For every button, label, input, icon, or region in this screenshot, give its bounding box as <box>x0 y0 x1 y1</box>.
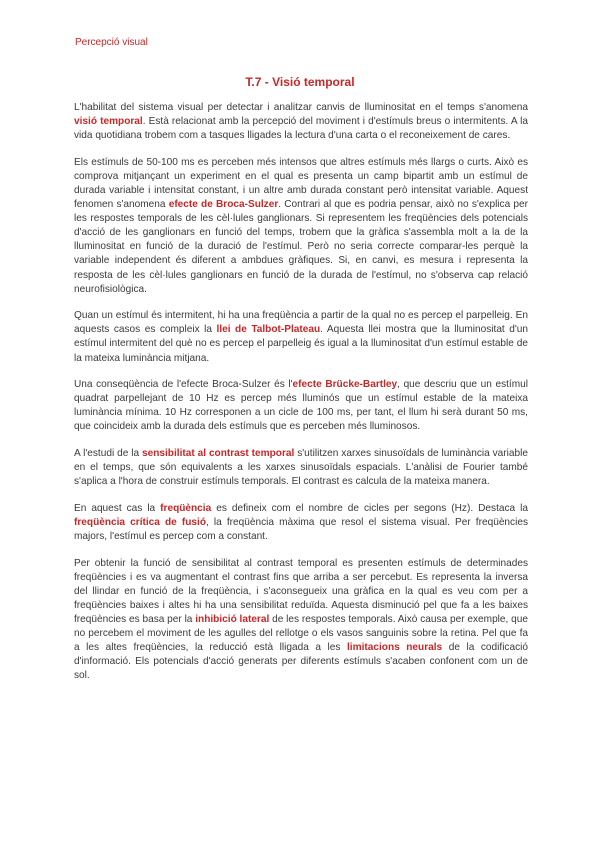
text-run: es defineix com el nombre de cicles per segons (Hz). Destaca la <box>211 502 529 514</box>
text-run: Per obtenir la funció de sensibilitat al contrast temporal es presenten estímuls de determinades freqüències i es va augmentant el contrast fins que arriba a ser percebut. Es representa la inversa del llindar en funció de la freqüència, i s'aconsegueix una gràfica en la qual es veu com per a freqüències baixes i altes hi ha una sensibilitat reduïda. Aquesta disminució pel que fa a les baixes freqüències es basa per la <box>74 557 528 625</box>
paragraph-sensibilitat-contrast <box>74 447 528 489</box>
text-run: , que descriu que un estímul quadrat parpellejant de 10 Hz es percep més lluminós que un estímul estable de la mateixa luminància mínima. 10 Hz corresponen a un cicle de 100 ms, per tant, el llum hi serà durant 50 ms, que coincideix amb la durada dels estímuls que es perceben més lluminosos. <box>74 379 529 433</box>
highlight-term: efecte Brücke-Bartley <box>292 379 398 391</box>
paragraph-frequencia <box>74 502 528 544</box>
paragraph-funcio-sensibilitat <box>74 557 528 684</box>
text-run: . Està relacionat amb la percepció del moviment i d'estímuls breus o intermitents. A la vida quotidiana trobem com a tasques lligades la lectura d'una carta o el reconeixement de cares. <box>74 116 528 142</box>
highlight-term: freqüència <box>160 502 212 514</box>
highlight-term: visió temporal <box>74 116 143 128</box>
paragraph-talbot-plateau <box>74 309 528 365</box>
text-run: de la codificació d'informació. Els potencials d'acció generats per diferents estímuls s'acaben confonent com un de sol. <box>74 642 528 682</box>
text-run: s'utilitzen xarxes sinusoïdals de luminància variable en el temps, que són equivalents a les xarxes sinusoïdals espacials. L'anàlisi de Fourier també s'aplica a l'hora de construir estímuls temporals. El contrast es calcula de la mateixa manera. <box>74 447 528 488</box>
highlight-term: limitacions neurals <box>347 642 443 654</box>
paragraph-brucke-bartley <box>74 378 528 434</box>
text-run: Els estímuls de 50-100 ms es perceben més intensos que altres estímuls més llargs o curts. Això es comprova mitjançant un experiment en el qual es presenta un camp bipartit amb un estímul de durada variable i intensitat constant, i un altre amb durada constant però intensitat variable. Aquest fenomen s'anomena <box>74 156 528 211</box>
running-header: Percepció visual <box>75 37 148 48</box>
text-run: de les respostes temporals. Això causa per exemple, que no percebem el moviment de les agulles del rellotge o els vasos sanguinis sobre la retina. Pel que fa a les altes freqüències, la reducció està lligada a les <box>74 613 528 654</box>
text-run: , la freqüència màxima que resol el sistema visual. Per freqüències majors, l'estímul es percep com a constant. <box>74 516 528 542</box>
text-run: . Contrari al que es podria pensar, això no s'explica per les respostes temporals de les cèl·lules ganglionars. Si representem les freqüències dels potencials d'acció de les ganglionars en funció del temps, trobem que la gràfica s'assembla molt a la de la lluminositat en funció de la duració de l'estímul. Però no seria correcte comparar-les perquè la variable independent és diferent a ambdues gràfiques. Si, en canvi, es mesura i representa la resposta de les cèl·lules ganglionars en funció de la durada de l'estímul, no s'observa cap relació neurofisiològica. <box>74 199 528 295</box>
text-run: Una conseqüència de l'efecte Broca-Sulzer és l' <box>74 379 293 391</box>
document-body <box>74 101 528 696</box>
highlight-term: inhibició lateral <box>195 613 270 625</box>
paragraph-broca-sulzer <box>74 156 528 297</box>
paragraph-visio-temporal <box>74 101 528 143</box>
text-run: . Aquesta llei mostra que la lluminositat d'un estímul intermitent del què no es percep el parpelleig és igual a la lluminositat d'un estímul estable de la mateixa luminància mitjana. <box>74 324 528 364</box>
page-title: T.7 - Visió temporal <box>245 75 355 89</box>
text-run: A l'estudi de la <box>74 447 142 459</box>
highlight-term: llei de Talbot-Plateau <box>216 324 321 336</box>
text-run: En aquest cas la <box>74 502 161 514</box>
highlight-term: sensibilitat al contrast temporal <box>141 447 295 459</box>
highlight-term: efecte de Broca-Sulzer <box>168 199 279 211</box>
text-run: L'habilitat del sistema visual per detectar i analitzar canvis de lluminositat en el temps s'anomena <box>74 102 528 113</box>
text-run: Quan un estímul és intermitent, hi ha una freqüència a partir de la qual no es percep el parpelleig. En aquests casos es compleix la <box>74 310 528 336</box>
highlight-term: freqüència crítica de fusió <box>74 516 206 528</box>
